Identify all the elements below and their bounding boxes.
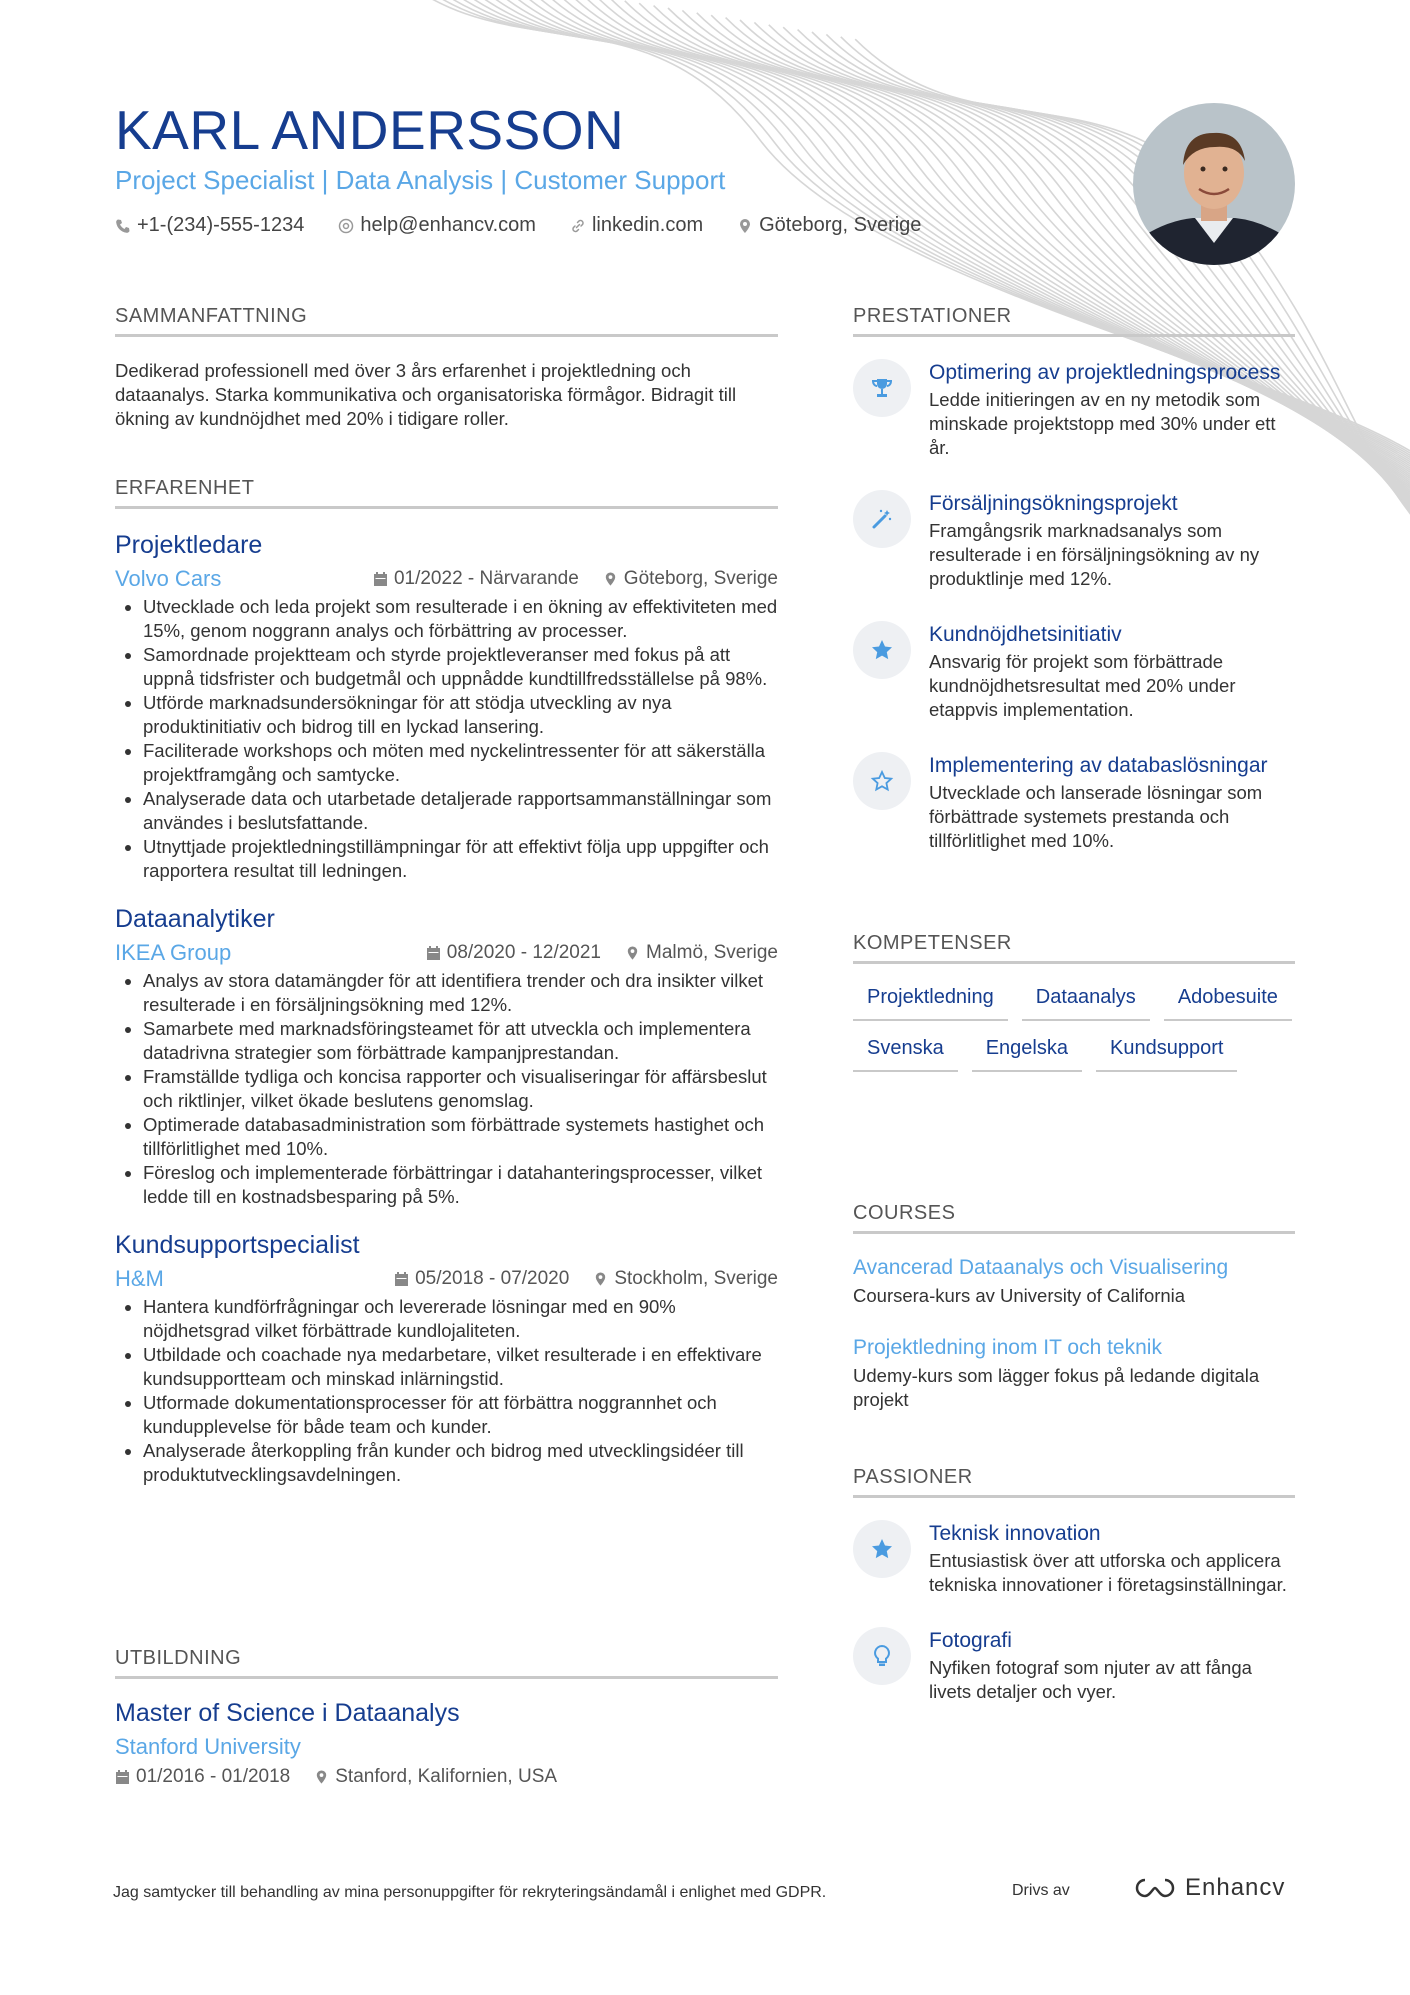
contact-bar xyxy=(115,214,921,237)
courses-heading: COURSES xyxy=(853,1202,1295,1234)
calendar-icon xyxy=(394,1271,409,1287)
job-dates xyxy=(394,1268,569,1290)
linkedin-text: linkedin.com xyxy=(591,214,704,236)
skill-tag: Kundsupport xyxy=(1096,1037,1237,1072)
job-dates-text: 08/2020 - 12/2021 xyxy=(446,942,601,963)
passion-title: Teknisk innovation xyxy=(929,1522,1101,1545)
at-icon xyxy=(338,218,354,234)
education-location xyxy=(314,1766,557,1788)
candidate-subtitle: Project Specialist | Data Analysis | Customer Support xyxy=(115,165,726,195)
achievement-desc: Utvecklade och lanserade lösningar som förbättrade systemets prestanda och tillförlitlighet med 10%. xyxy=(929,782,1263,851)
contact-linkedin[interactable] xyxy=(570,214,703,237)
job-bullet: • Analyserade data och utarbetade detaljerade rapportsammanställningar som användes i beslutsfattande. xyxy=(143,787,778,835)
job-entry xyxy=(115,905,778,1209)
passion-icon-badge xyxy=(853,1627,911,1685)
job-title: Projektledare xyxy=(115,531,263,559)
location-pin-icon xyxy=(625,945,640,961)
email-text: help@enhancv.com xyxy=(360,214,536,236)
course-item xyxy=(853,1256,1295,1308)
location-pin-icon xyxy=(314,1769,329,1785)
achievement-item xyxy=(853,359,1295,460)
job-bullets xyxy=(115,595,778,883)
job-company: Volvo Cars xyxy=(115,566,222,591)
education-dates-text: 01/2016 - 01/2018 xyxy=(136,1766,291,1787)
job-meta-row xyxy=(115,940,778,966)
lightbulb-icon xyxy=(870,1644,894,1668)
skills-heading: KOMPETENSER xyxy=(853,932,1295,964)
summary-heading: SAMMANFATTNING xyxy=(115,305,778,337)
passion-item xyxy=(853,1520,1295,1597)
job-bullet: • Utnyttjade projektledningstillämpningar för att effektivt följa upp uppgifter och rapportera resultat till ledningen. xyxy=(143,835,778,883)
star-filled-icon xyxy=(870,1537,894,1561)
achievement-desc: Ledde initieringen av en ny metodik som minskade projektstopp med 30% under ett år. xyxy=(929,389,1276,458)
passion-title: Fotografi xyxy=(929,1629,1012,1652)
achievement-title: Optimering av projektledningsprocess xyxy=(929,361,1281,384)
phone-icon xyxy=(115,218,131,234)
course-title: Projektledning inom IT och teknik xyxy=(853,1336,1162,1359)
achievement-icon-badge xyxy=(853,490,911,548)
education-meta xyxy=(115,1766,778,1788)
achievement-desc: Framgångsrik marknadsanalys som resulterade i en försäljningsökning av ny produktlinje med 12%. xyxy=(929,520,1260,589)
job-company: H&M xyxy=(115,1266,164,1291)
achievement-desc: Ansvarig för projekt som förbättrade kundnöjdhetsresultat med 20% under etappvis implementation. xyxy=(929,651,1236,720)
achievement-icon-badge xyxy=(853,621,911,679)
location-pin-icon xyxy=(737,218,753,234)
job-meta-row xyxy=(115,566,778,592)
job-location xyxy=(625,942,778,964)
course-desc: Udemy-kurs som lägger fokus på ledande digitala projekt xyxy=(853,1365,1260,1410)
course-title: Avancerad Dataanalys och Visualisering xyxy=(853,1256,1229,1279)
job-title: Kundsupportspecialist xyxy=(115,1231,360,1259)
education-dates xyxy=(115,1766,290,1788)
course-item xyxy=(853,1336,1295,1412)
achievements-section xyxy=(853,305,1295,853)
candidate-name: KARL ANDERSSON xyxy=(115,99,625,161)
job-bullet: • Analys av stora datamängder för att identifiera trender och dra insikter vilket resulterade i en försäljningsökning med 12%. xyxy=(143,969,778,1017)
job-bullet: • Hantera kundförfrågningar och levererade lösningar med en 90% nöjdhetsgrad vilket förbättrade kundlojaliteten. xyxy=(143,1295,778,1343)
courses-section xyxy=(853,1202,1295,1412)
skill-tag: Projektledning xyxy=(853,986,1008,1021)
job-bullets xyxy=(115,969,778,1209)
job-bullet: • Utförde marknadsundersökningar för att stödja utveckling av nya produktinitiativ och bidrog till en lyckad lansering. xyxy=(143,691,778,739)
phone-text: +1-(234)-555-1234 xyxy=(137,214,305,236)
enhancv-logo[interactable] xyxy=(1133,1874,1285,1902)
job-meta-row xyxy=(115,1266,778,1292)
job-bullet: • Utbildade och coachade nya medarbetare, vilket resulterade i en effektivare kundsupportteam och minskad inlärningstid. xyxy=(143,1343,778,1391)
star-filled-icon xyxy=(870,638,894,662)
job-location xyxy=(603,568,778,590)
education-location-text: Stanford, Kalifornien, USA xyxy=(335,1766,558,1787)
powered-by-label: Drivs av xyxy=(1012,1882,1070,1899)
job-bullet: • Samordnade projektteam och styrde projektleveranser med fokus på att uppnå tidsfrister och budgetmål och uppnådde kundtillfredsställelse på 98%. xyxy=(143,643,778,691)
passions-heading: PASSIONER xyxy=(853,1466,1295,1498)
achievement-text xyxy=(929,359,1295,460)
passions-section xyxy=(853,1466,1295,1704)
education-school: Stanford University xyxy=(115,1734,301,1759)
courses-list xyxy=(853,1256,1295,1412)
job-bullet: • Optimerade databasadministration som förbättrade systemets hastighet och tillförlitlighet med 10%. xyxy=(143,1113,778,1161)
achievements-list xyxy=(853,359,1295,853)
achievement-title: Implementering av databaslösningar xyxy=(929,754,1268,777)
job-location xyxy=(593,1268,778,1290)
job-dates-text: 05/2018 - 07/2020 xyxy=(415,1268,570,1289)
experience-section xyxy=(115,477,778,1487)
job-bullet: • Utvecklade och leda projekt som resulterade i en ökning av effektiviteten med 15%, genom noggrann analys och förbättring av processer. xyxy=(143,595,778,643)
skill-tag: Adobesuite xyxy=(1164,986,1292,1021)
job-entry xyxy=(115,1231,778,1487)
achievement-item xyxy=(853,490,1295,591)
experience-list xyxy=(115,531,778,1487)
passion-text xyxy=(929,1627,1295,1704)
job-location-text: Göteborg, Sverige xyxy=(623,568,778,589)
job-bullet: • Analyserade återkoppling från kunder och bidrog med utvecklingsidéer till produktutvecklingsavdelningen. xyxy=(143,1439,778,1487)
job-company: IKEA Group xyxy=(115,940,232,965)
passion-desc: Nyfiken fotograf som njuter av att fånga livets detaljer och vyer. xyxy=(929,1657,1252,1702)
achievement-text xyxy=(929,752,1295,853)
course-desc: Coursera-kurs av University of California xyxy=(853,1285,1186,1306)
achievement-title: Kundnöjdhetsinitiativ xyxy=(929,623,1122,646)
passion-icon-badge xyxy=(853,1520,911,1578)
location-text: Göteborg, Sverige xyxy=(759,214,922,236)
calendar-icon xyxy=(373,571,388,587)
calendar-icon xyxy=(115,1769,130,1785)
passions-list xyxy=(853,1520,1295,1704)
achievements-heading: PRESTATIONER xyxy=(853,305,1295,337)
summary-section xyxy=(115,305,778,431)
job-bullet: • Faciliterade workshops och möten med nyckelintressenter för att säkerställa projektframgång och samtycke. xyxy=(143,739,778,787)
education-heading: UTBILDNING xyxy=(115,1647,778,1679)
achievement-item xyxy=(853,621,1295,722)
contact-phone[interactable] xyxy=(115,214,304,237)
achievement-text xyxy=(929,490,1295,591)
job-entry xyxy=(115,531,778,883)
job-dates xyxy=(373,568,579,590)
profile-photo xyxy=(1133,103,1295,265)
enhancv-logo-icon xyxy=(1133,1876,1177,1900)
job-location-text: Stockholm, Sverige xyxy=(614,1268,778,1289)
education-section xyxy=(115,1647,778,1788)
location-pin-icon xyxy=(603,571,618,587)
achievement-text xyxy=(929,621,1295,722)
skill-tag: Dataanalys xyxy=(1022,986,1150,1021)
job-dates-text: 01/2022 - Närvarande xyxy=(393,568,579,589)
achievement-item xyxy=(853,752,1295,853)
skills-list xyxy=(853,986,1295,1072)
trophy-icon xyxy=(870,376,894,400)
passion-text xyxy=(929,1520,1295,1597)
job-bullets xyxy=(115,1295,778,1487)
job-bullet: • Samarbete med marknadsföringsteamet för att utveckla och implementera datadrivna strategier som förbättrade kampanjprestandan. xyxy=(143,1017,778,1065)
gdpr-consent: Jag samtycker till behandling av mina personuppgifter för rekryteringsändamål i enlighet med GDPR. xyxy=(113,1884,827,1901)
star-outline-icon xyxy=(870,769,894,793)
link-icon xyxy=(570,218,586,234)
job-bullet: • Utformade dokumentationsprocesser för att förbättra noggrannhet och kundupplevelse för både team och kunder. xyxy=(143,1391,778,1439)
achievement-title: Försäljningsökningsprojekt xyxy=(929,492,1178,515)
job-dates xyxy=(426,942,601,964)
job-location-text: Malmö, Sverige xyxy=(646,942,778,963)
skill-tag: Engelska xyxy=(972,1037,1082,1072)
location-pin-icon xyxy=(593,1271,608,1287)
contact-email[interactable] xyxy=(338,214,536,237)
contact-location xyxy=(737,214,921,237)
job-bullet: • Föreslog och implementerade förbättringar i datahanteringsprocesser, vilket ledde till en kostnadsbesparing på 5%. xyxy=(143,1161,778,1209)
experience-heading: ERFARENHET xyxy=(115,477,778,509)
education-degree: Master of Science i Dataanalys xyxy=(115,1699,460,1727)
calendar-icon xyxy=(426,945,441,961)
achievement-icon-badge xyxy=(853,752,911,810)
passion-item xyxy=(853,1627,1295,1704)
job-bullet: • Framställde tydliga och koncisa rapporter och visualiseringar för affärsbeslut och riktlinjer, vilket ökade beslutens genomslag. xyxy=(143,1065,778,1113)
enhancv-logo-text: Enhancv xyxy=(1185,1874,1286,1901)
job-title: Dataanalytiker xyxy=(115,905,275,933)
achievement-icon-badge xyxy=(853,359,911,417)
skills-section xyxy=(853,932,1295,1072)
skill-tag: Svenska xyxy=(853,1037,958,1072)
passion-desc: Entusiastisk över att utforska och applicera tekniska innovationer i företagsinställningar. xyxy=(929,1550,1287,1595)
summary-text: Dedikerad professionell med över 3 års erfarenhet i projektledning och dataanalys. Starka kommunikativa och organisatoriska förmågor. Bidragit till ökning av kundnöjdhet med 20% i tidigare roller. xyxy=(115,360,737,429)
magic-wand-icon xyxy=(870,507,894,531)
